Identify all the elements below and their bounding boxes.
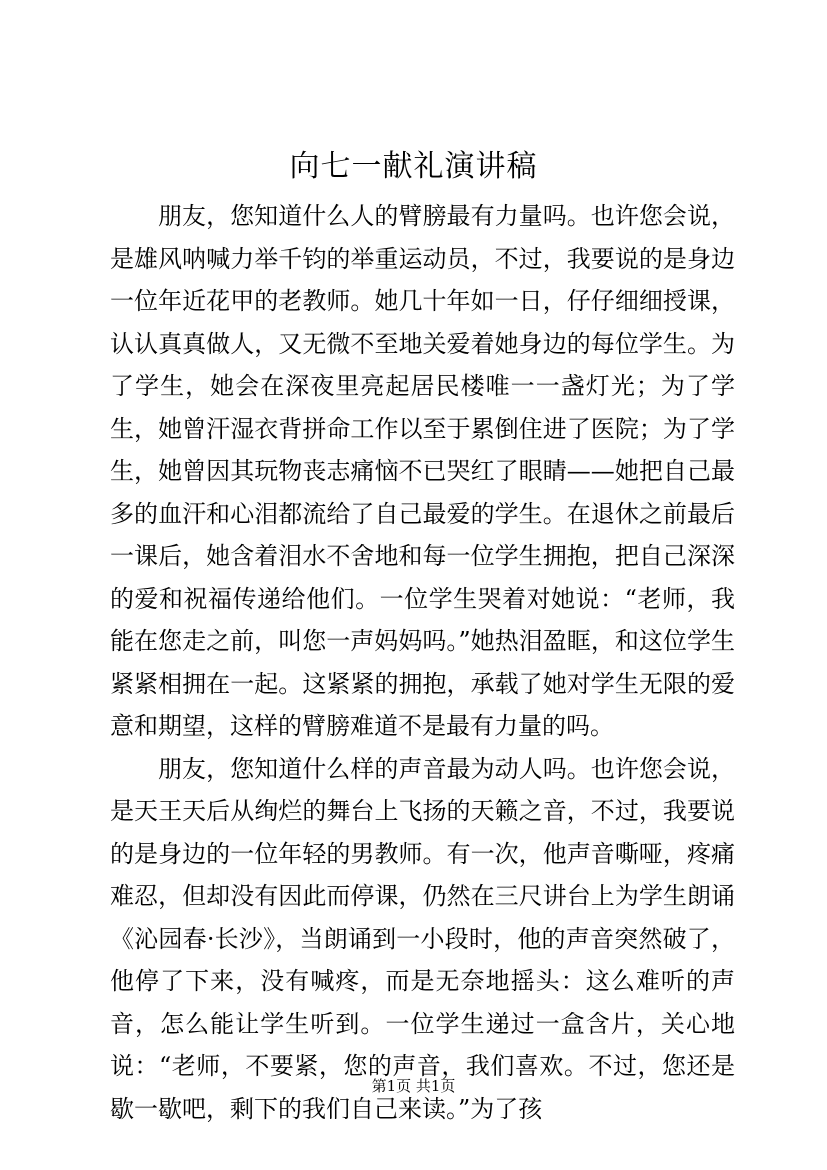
document-body (110, 195, 735, 1130)
document-title: 向七一献礼演讲稿 (289, 149, 538, 184)
paragraph-1: 朋友，您知道什么人的臂膀最有力量吗。也许您会说，是雄风呐喊力举千钧的举重运动员，不过，我要说的是身边一位年近花甲的老教师。她几十年如一日，仔仔细细授课，认认真真做人，又无微不至地关爱着她身边的每位学生。为了学生，她会在深夜里亮起居民楼唯一一盏灯光；为了学生，她曾汗湿衣背拼命工作以至于累倒住进了医院；为了学生，她曾因其玩物丧志痛恼不已哭红了眼睛——她把自己最多的血汗和心泪都流给了自己最爱的学生。在退休之前最后一课后，她含着泪水不舍地和每一位学生拥抱，把自己深深的爱和祝福传递给他们。一位学生哭着对她说：“老师，我能在您走之前，叫您一声妈妈吗。”她热泪盈眶，和这位学生紧紧相拥在一起。这紧紧的拥抱，承载了她对学生无限的爱意和期望，这样的臂膀难道不是最有力量的吗。 (110, 202, 735, 740)
paragraph-2: 朋友，您知道什么样的声音最为动人吗。也许您会说，是天王天后从绚烂的舞台上飞扬的天籁之音，不过，我要说的是身边的一位年轻的男教师。有一次，他声音嘶哑，疼痛难忍，但却没有因此而停课，仍然在三尺讲台上为学生朗诵《沁园春·长沙》，当朗诵到一小段时，他的声音突然破了，他停了下来，没有喊疼，而是无奈地摇头：这么难听的声音，怎么能让学生听到。一位学生递过一盒含片，关心地说：“老师，不要紧，您的声音，我们喜欢。不过，您还是歇一歇吧，剩下的我们自己来读。”为了孩 (110, 754, 735, 1123)
page-footer: 第1页 共1页 (371, 1077, 456, 1095)
